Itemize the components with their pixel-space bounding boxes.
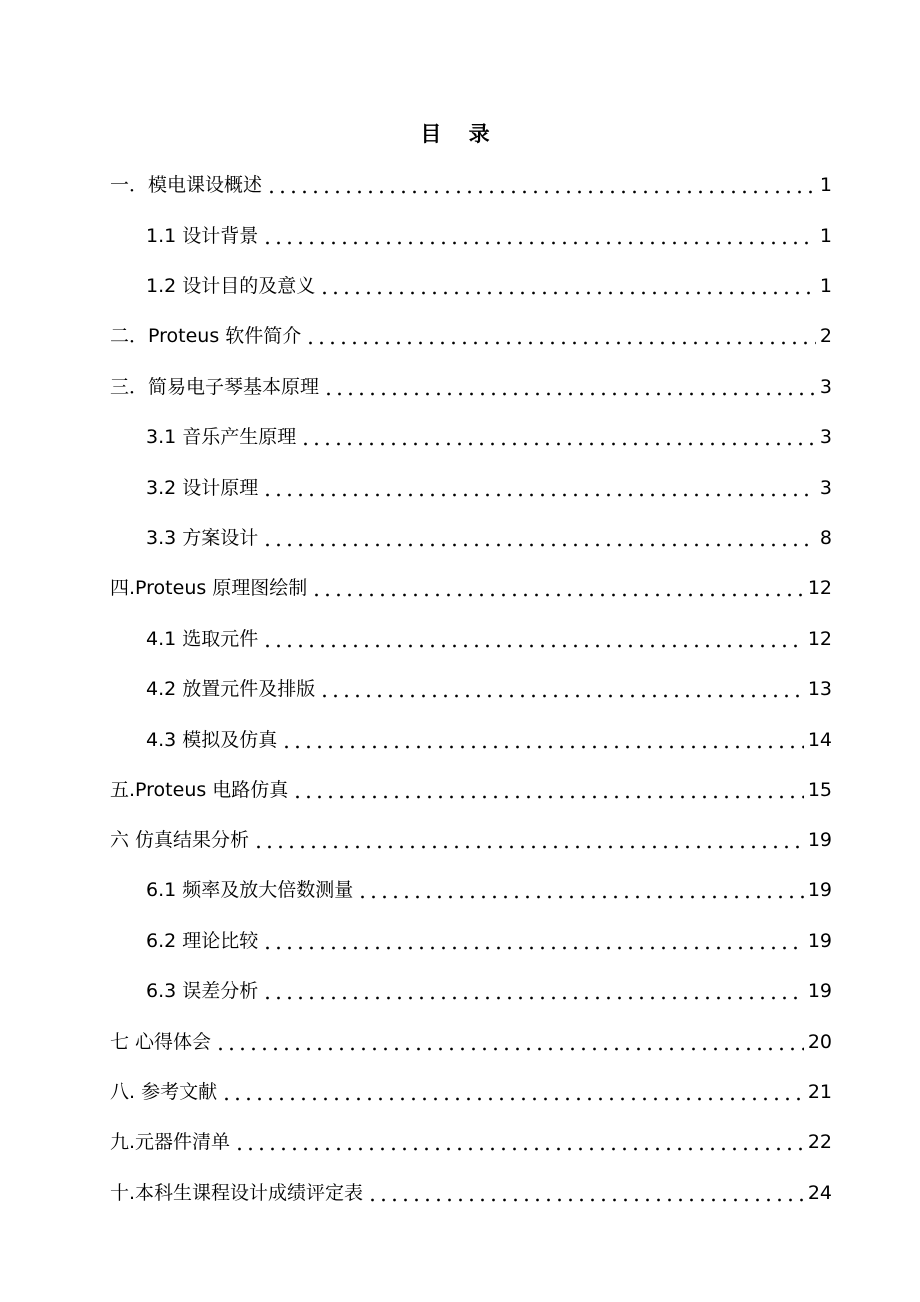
toc-entry-page: 22 <box>807 1131 832 1153</box>
dot-leader <box>221 1076 804 1108</box>
dot-leader <box>367 1177 804 1209</box>
toc-entry[interactable] <box>146 874 832 906</box>
toc-entry[interactable] <box>110 1026 832 1058</box>
toc-entry-label: 4.2 放置元件及排版 <box>146 678 316 700</box>
dot-leader <box>266 169 816 201</box>
toc-entry-label: 6.2 理论比较 <box>146 930 259 952</box>
toc-entry-label: 4.1 选取元件 <box>146 628 259 650</box>
dot-leader <box>357 874 804 906</box>
toc-entry[interactable] <box>146 421 832 453</box>
toc-entry[interactable] <box>146 220 832 252</box>
toc-entry-label: 6.3 误差分析 <box>146 980 259 1002</box>
toc-entry[interactable] <box>110 572 832 604</box>
toc-entry-label: 1.1 设计背景 <box>146 225 259 247</box>
dot-leader <box>262 975 804 1007</box>
toc-entry[interactable] <box>110 371 832 403</box>
toc-entry-label: 一．模电课设概述 <box>110 174 263 196</box>
toc-entry[interactable] <box>110 320 832 352</box>
toc-entry-label: 六 仿真结果分析 <box>110 829 250 851</box>
dot-leader <box>319 270 816 302</box>
toc-entry-label: 三．简易电子琴基本原理 <box>110 376 320 398</box>
toc-entry[interactable] <box>146 724 832 756</box>
toc-entry-page: 24 <box>807 1182 832 1204</box>
toc-entry[interactable] <box>110 774 832 806</box>
toc-entry[interactable] <box>110 1177 832 1209</box>
toc-entry-label: 九.元器件清单 <box>110 1131 231 1153</box>
toc-entry-page: 3 <box>819 477 832 499</box>
toc-entry[interactable] <box>146 472 832 504</box>
toc-entry[interactable] <box>110 1126 832 1158</box>
toc-entry-label: 4.3 模拟及仿真 <box>146 729 278 751</box>
toc-entry-page: 19 <box>807 980 832 1002</box>
toc-entry[interactable] <box>146 975 832 1007</box>
dot-leader <box>292 774 804 806</box>
toc-entry-page: 1 <box>819 225 832 247</box>
toc-entry-page: 3 <box>819 376 832 398</box>
toc-entry-page: 1 <box>819 275 832 297</box>
toc-entry-page: 2 <box>819 325 832 347</box>
toc-entry[interactable] <box>110 824 832 856</box>
toc-entry[interactable] <box>146 925 832 957</box>
toc-entry-label: 3.1 音乐产生原理 <box>146 426 297 448</box>
dot-leader <box>262 623 804 655</box>
toc-entry-page: 14 <box>807 729 832 751</box>
dot-leader <box>215 1026 804 1058</box>
toc-entry-label: 十.本科生课程设计成绩评定表 <box>110 1182 364 1204</box>
toc-entry[interactable] <box>146 623 832 655</box>
toc-entry[interactable] <box>146 673 832 705</box>
toc-entry-page: 21 <box>807 1081 832 1103</box>
dot-leader <box>262 220 816 252</box>
dot-leader <box>262 472 816 504</box>
toc-entry[interactable] <box>146 522 832 554</box>
toc-entry-label: 七 心得体会 <box>110 1031 212 1053</box>
toc-entry-page: 1 <box>819 174 832 196</box>
toc-entry-label: 二．Proteus 软件简介 <box>110 325 302 347</box>
toc-entry-page: 12 <box>807 577 832 599</box>
toc-entry-label: 五.Proteus 电路仿真 <box>110 779 289 801</box>
toc-entry-page: 13 <box>807 678 832 700</box>
toc-entry-label: 3.2 设计原理 <box>146 477 259 499</box>
page-title: 目 录 <box>420 122 500 146</box>
toc-entry-label: 1.2 设计目的及意义 <box>146 275 316 297</box>
toc-entry-label: 3.3 方案设计 <box>146 527 259 549</box>
toc-entry-page: 15 <box>807 779 832 801</box>
toc-entry-page: 8 <box>819 527 832 549</box>
dot-leader <box>305 320 816 352</box>
toc-entry[interactable] <box>110 1076 832 1108</box>
toc-entry-page: 12 <box>807 628 832 650</box>
toc-entry-page: 19 <box>807 829 832 851</box>
dot-leader <box>253 824 804 856</box>
dot-leader <box>281 724 804 756</box>
dot-leader <box>319 673 804 705</box>
dot-leader <box>323 371 816 403</box>
toc-entry-page: 19 <box>807 930 832 952</box>
dot-leader <box>234 1126 804 1158</box>
dot-leader <box>262 925 804 957</box>
toc-entry-page: 20 <box>807 1031 832 1053</box>
toc-entry-label: 四.Proteus 原理图绘制 <box>110 577 308 599</box>
dot-leader <box>300 421 816 453</box>
toc-entry-label: 八. 参考文献 <box>110 1081 218 1103</box>
toc-entry[interactable] <box>110 169 832 201</box>
dot-leader <box>311 572 804 604</box>
toc-entry-page: 3 <box>819 426 832 448</box>
toc-entry[interactable] <box>146 270 832 302</box>
toc-entry-page: 19 <box>807 879 832 901</box>
toc-entry-label: 6.1 频率及放大倍数测量 <box>146 879 354 901</box>
dot-leader <box>262 522 816 554</box>
